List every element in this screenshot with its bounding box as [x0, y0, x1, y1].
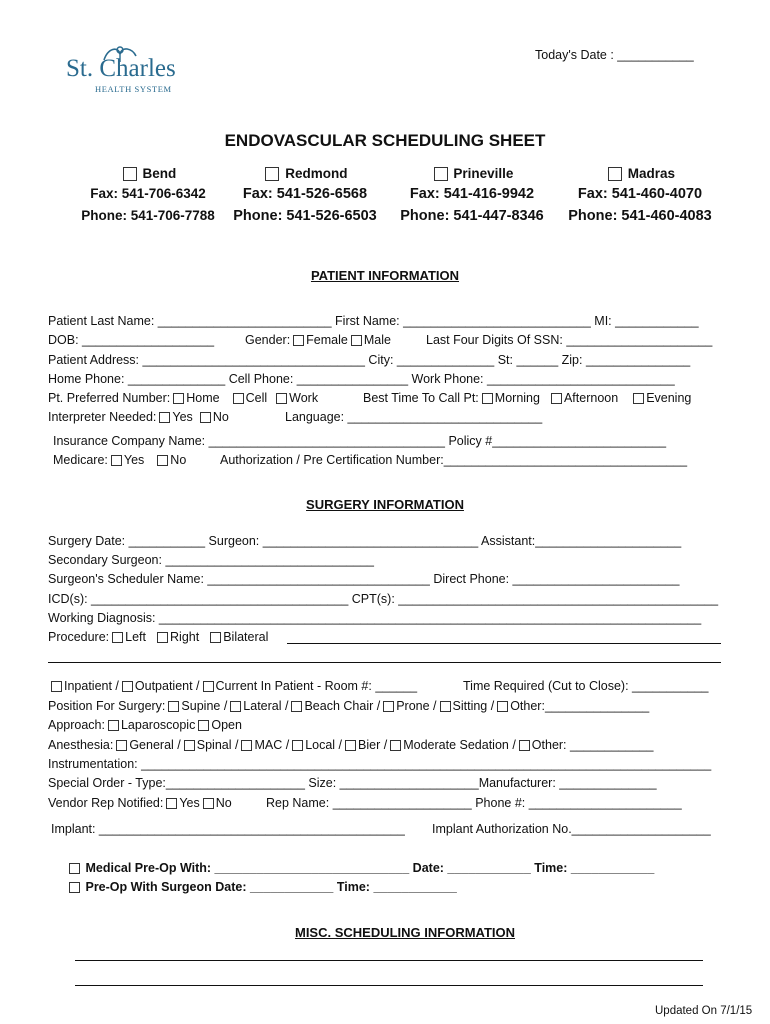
location-redmond[interactable]: [225, 166, 385, 182]
anesthesia-other-field[interactable]: Other: ____________: [531, 738, 654, 752]
medical-preop-checkbox[interactable]: [69, 863, 80, 874]
outpatient-label: Outpatient /: [134, 679, 200, 693]
bend-checkbox[interactable]: [123, 167, 137, 181]
current-inpatient-checkbox[interactable]: [203, 681, 214, 692]
interpreter-group: [48, 410, 229, 425]
female-checkbox[interactable]: [293, 335, 304, 346]
authorization-field[interactable]: Authorization / Pre Certification Number:___________________________________: [220, 453, 688, 467]
morning-checkbox[interactable]: [482, 393, 493, 404]
work-label: Work: [289, 391, 319, 405]
beach-chair-label: Beach Chair /: [304, 699, 381, 713]
logo-name: St. Charles: [66, 55, 176, 82]
afternoon-label: Afternoon: [563, 391, 619, 405]
patient-info-heading: PATIENT INFORMATION: [310, 268, 460, 283]
work-checkbox[interactable]: [276, 393, 287, 404]
medicare-no-checkbox[interactable]: [157, 455, 168, 466]
logo-subtitle: HEALTH SYSTEM: [95, 84, 172, 94]
interpreter-label: Interpreter Needed:: [48, 410, 157, 424]
moderate-sedation-checkbox[interactable]: [390, 740, 401, 751]
instrumentation-field[interactable]: Instrumentation: __________________________________________________________________________________: [48, 757, 712, 771]
position-label: Position For Surgery:: [48, 699, 166, 713]
rep-name-row[interactable]: Rep Name: ____________________ Phone #: ______________________: [266, 796, 682, 810]
general-label: General /: [129, 738, 181, 752]
sitting-label: Sitting /: [452, 699, 495, 713]
inpatient-checkbox[interactable]: [51, 681, 62, 692]
gender-group: [245, 333, 391, 348]
approach-group: [48, 718, 242, 733]
patient-name-row[interactable]: Patient Last Name: _________________________ First Name: ___________________________ MI: ____________: [48, 314, 699, 328]
surgeon-preop-text[interactable]: Pre-Op With Surgeon Date: ____________ Time: ____________: [85, 880, 457, 894]
misc-line-2[interactable]: [75, 985, 703, 986]
medicare-label: Medicare:: [53, 453, 108, 467]
current-inpatient-label: Current In Patient - Room #: ______: [215, 679, 418, 693]
no-label: No: [215, 796, 232, 810]
procedure-line[interactable]: [287, 643, 721, 644]
approach-label: Approach:: [48, 718, 105, 732]
misc-line-1[interactable]: [75, 960, 703, 961]
surgeon-preop-checkbox[interactable]: [69, 882, 80, 893]
anesthesia-other-checkbox[interactable]: [519, 740, 530, 751]
preferred-number-label: Pt. Preferred Number:: [48, 391, 171, 405]
sitting-checkbox[interactable]: [440, 701, 451, 712]
left-checkbox[interactable]: [112, 632, 123, 643]
procedure-line-2[interactable]: [48, 662, 721, 663]
address-row[interactable]: Patient Address: ________________________________ City: ______________ St: ______ Zip: _______________: [48, 353, 691, 367]
interpreter-no-checkbox[interactable]: [200, 412, 211, 423]
open-checkbox[interactable]: [198, 720, 209, 731]
location-name: Redmond: [285, 166, 348, 181]
morning-label: Morning: [494, 391, 540, 405]
no-label: No: [170, 453, 187, 467]
beach-chair-checkbox[interactable]: [291, 701, 302, 712]
implant-auth-field[interactable]: Implant Authorization No.____________________: [432, 822, 711, 836]
open-label: Open: [211, 718, 242, 732]
lateral-label: Lateral /: [243, 699, 289, 713]
afternoon-checkbox[interactable]: [551, 393, 562, 404]
todays-date[interactable]: Today's Date : ___________: [535, 48, 694, 62]
local-checkbox[interactable]: [292, 740, 303, 751]
phone-row[interactable]: Home Phone: ______________ Cell Phone: ________________ Work Phone: ___________________________: [48, 372, 675, 386]
page-title: ENDOVASCULAR SCHEDULING SHEET: [224, 131, 546, 150]
preferred-number-group: [48, 391, 318, 406]
general-checkbox[interactable]: [116, 740, 127, 751]
best-time-group: [363, 391, 691, 406]
location-name: Prineville: [453, 166, 514, 181]
location-prineville[interactable]: [392, 166, 552, 182]
location-name: Bend: [142, 166, 177, 181]
language-field[interactable]: Language: ____________________________: [285, 410, 543, 424]
vendor-yes-checkbox[interactable]: [166, 798, 177, 809]
procedure-label: Procedure:: [48, 630, 110, 644]
surgeon-preop-row: [66, 880, 457, 895]
location-fax: Fax: 541-460-4070: [577, 186, 703, 202]
mac-label: MAC /: [254, 738, 290, 752]
interpreter-yes-checkbox[interactable]: [159, 412, 170, 423]
location-bend[interactable]: [78, 166, 218, 182]
medicare-group: [53, 453, 186, 468]
vendor-rep-group: [48, 796, 232, 811]
laparoscopic-label: Laparoscopic: [120, 718, 196, 732]
moderate-sedation-label: Moderate Sedation /: [403, 738, 516, 752]
spinal-label: Spinal /: [196, 738, 239, 752]
position-group: [48, 699, 649, 714]
medicare-yes-checkbox[interactable]: [111, 455, 122, 466]
location-name: Madras: [627, 166, 676, 181]
anesthesia-label: Anesthesia:: [48, 738, 114, 752]
codes-row[interactable]: ICD(s): _____________________________________ CPT(s): ______________________________________________: [48, 592, 719, 606]
time-required-field[interactable]: Time Required (Cut to Close): ___________: [463, 679, 709, 693]
anesthesia-group: [48, 738, 653, 753]
secondary-surgeon-field[interactable]: Secondary Surgeon: ______________________________: [48, 553, 374, 567]
bier-label: Bier /: [358, 738, 388, 752]
medical-preop-row: [66, 861, 654, 876]
left-label: Left: [125, 630, 147, 644]
position-other-field[interactable]: Other:_______________: [510, 699, 650, 713]
redmond-checkbox[interactable]: [265, 167, 279, 181]
special-order-row[interactable]: Special Order - Type:____________________ Size: ____________________Manufacturer: ______________: [48, 776, 657, 790]
evening-checkbox[interactable]: [633, 393, 644, 404]
vendor-rep-label: Vendor Rep Notified:: [48, 796, 164, 810]
location-madras[interactable]: [560, 166, 720, 182]
prone-label: Prone /: [396, 699, 437, 713]
female-label: Female: [306, 333, 348, 347]
inpatient-label: Inpatient /: [64, 679, 119, 693]
st-charles-logo: [66, 44, 196, 98]
surgery-info-heading: SURGERY INFORMATION: [306, 497, 464, 512]
location-phone: Phone: 541-460-4083: [568, 208, 712, 224]
location-fax: Fax: 541-526-6568: [242, 186, 368, 202]
insurance-row[interactable]: Insurance Company Name: __________________________________ Policy #_________________________: [53, 434, 667, 448]
implant-field[interactable]: Implant: ____________________________________________: [51, 822, 405, 836]
lateral-checkbox[interactable]: [230, 701, 241, 712]
cell-checkbox[interactable]: [233, 393, 244, 404]
scheduler-row[interactable]: Surgeon's Scheduler Name: ________________________________ Direct Phone: ________________________: [48, 572, 680, 586]
bilateral-checkbox[interactable]: [210, 632, 221, 643]
no-label: No: [212, 410, 229, 424]
spinal-checkbox[interactable]: [184, 740, 195, 751]
prineville-checkbox[interactable]: [434, 167, 448, 181]
cell-label: Cell: [245, 391, 268, 405]
outpatient-checkbox[interactable]: [122, 681, 133, 692]
location-phone: Phone: 541-447-8346: [400, 208, 544, 224]
ssn-field[interactable]: Last Four Digits Of SSN: _____________________: [426, 333, 713, 347]
bier-checkbox[interactable]: [345, 740, 356, 751]
male-label: Male: [363, 333, 391, 347]
vendor-no-checkbox[interactable]: [203, 798, 214, 809]
location-phone: Phone: 541-706-7788: [81, 208, 215, 223]
misc-heading: MISC. SCHEDULING INFORMATION: [294, 925, 516, 940]
yes-label: Yes: [172, 410, 193, 424]
admission-type-group: [48, 679, 417, 694]
local-label: Local /: [305, 738, 343, 752]
yes-label: Yes: [123, 453, 145, 467]
supine-checkbox[interactable]: [168, 701, 179, 712]
gender-label: Gender:: [245, 333, 291, 347]
location-fax: Fax: 541-416-9942: [409, 186, 535, 202]
updated-footer: Updated On 7/1/15: [655, 1005, 753, 1017]
bilateral-label: Bilateral: [223, 630, 269, 644]
laparoscopic-checkbox[interactable]: [108, 720, 119, 731]
medical-preop-text[interactable]: Medical Pre-Op With: ____________________________ Date: ____________ Time: ____________: [85, 861, 655, 875]
procedure-group: [48, 630, 268, 645]
working-diagnosis-field[interactable]: Working Diagnosis: ______________________________________________________________________________: [48, 611, 702, 625]
prone-checkbox[interactable]: [383, 701, 394, 712]
supine-label: Supine /: [181, 699, 228, 713]
right-checkbox[interactable]: [157, 632, 168, 643]
home-label: Home: [186, 391, 220, 405]
male-checkbox[interactable]: [351, 335, 362, 346]
evening-label: Evening: [646, 391, 692, 405]
location-fax: Fax: 541-706-6342: [90, 186, 206, 201]
right-label: Right: [170, 630, 200, 644]
madras-checkbox[interactable]: [608, 167, 622, 181]
location-phone: Phone: 541-526-6503: [233, 208, 377, 224]
home-checkbox[interactable]: [173, 393, 184, 404]
yes-label: Yes: [179, 796, 200, 810]
dob-field[interactable]: DOB: ___________________: [48, 333, 215, 347]
mac-checkbox[interactable]: [241, 740, 252, 751]
surgery-date-row[interactable]: Surgery Date: ___________ Surgeon: _______________________________ Assistant:_____________________: [48, 534, 682, 548]
best-time-label: Best Time To Call Pt:: [363, 391, 479, 405]
position-other-checkbox[interactable]: [497, 701, 508, 712]
